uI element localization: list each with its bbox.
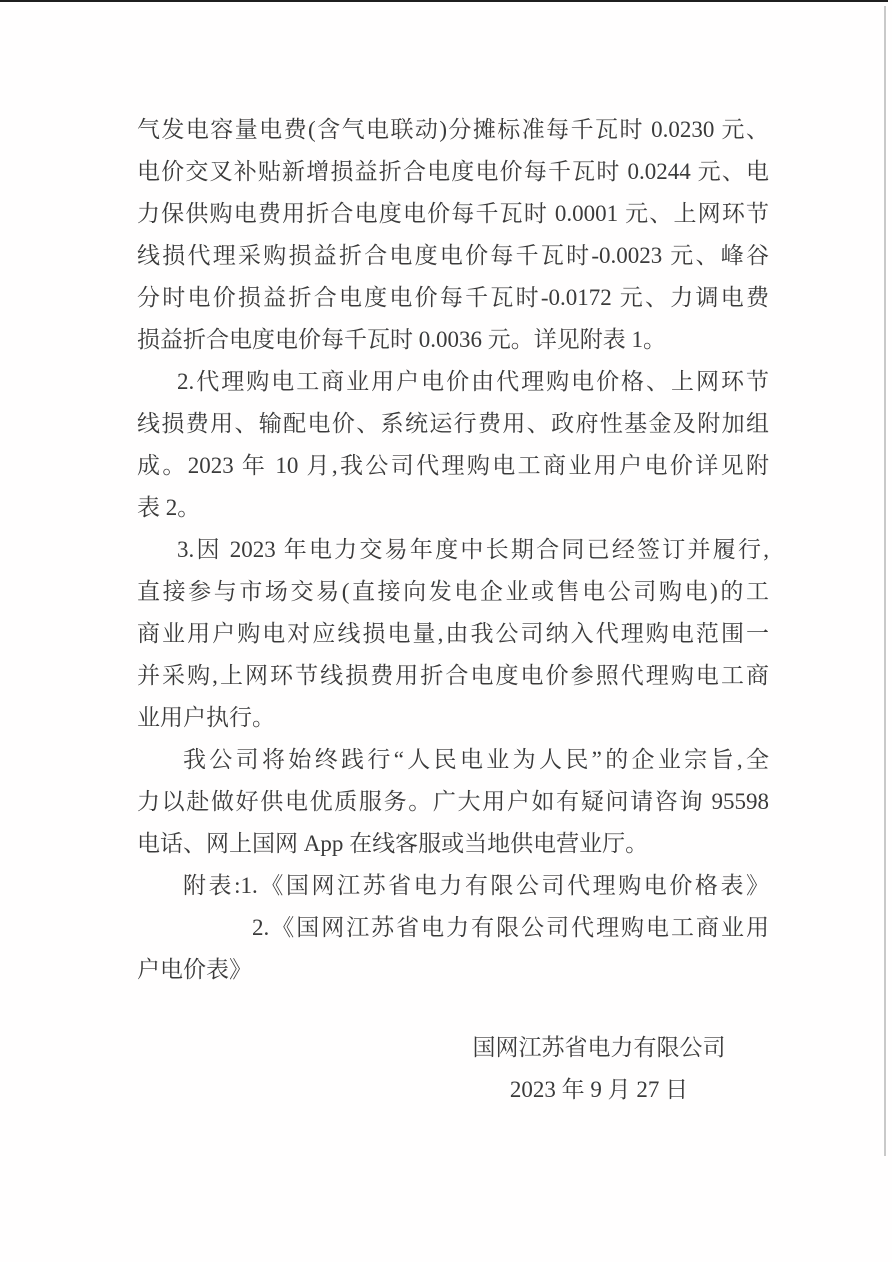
text-line: 户电价表》: [137, 957, 252, 982]
text-line: 我公司将始终践行“人民电业为人民”的企业宗旨,全: [183, 747, 769, 772]
text-line: 2.《国网江苏省电力有限公司代理购电工商业用: [252, 915, 769, 940]
text-line: 电价交叉补贴新增损益折合电度电价每千瓦时 0.0244 元、电: [137, 159, 769, 184]
signature-date: 2023 年 9 月 27 日: [509, 1077, 689, 1102]
text-line: 3.因 2023 年电力交易年度中长期合同已经签订并履行,: [177, 537, 769, 562]
text-line: 线损代理采购损益折合电度电价每千瓦时-0.0023 元、峰谷: [137, 243, 769, 268]
notice-body-text: [137, 109, 769, 991]
text-line: 并采购,上网环节线损费用折合电度电价参照代理购电工商: [137, 663, 769, 688]
signature-company-name: 国网江苏省电力有限公司: [472, 1035, 726, 1060]
text-line: 附表:1.《国网江苏省电力有限公司代理购电价格表》: [183, 873, 769, 898]
text-line: 成。2023 年 10 月,我公司代理购电工商业用户电价详见附: [137, 453, 769, 478]
scan-top-edge-line: [0, 0, 888, 2]
text-line: 力保供购电费用折合电度电价每千瓦时 0.0001 元、上网环节: [137, 201, 769, 226]
text-line: 业用户执行。: [137, 705, 275, 730]
scan-right-edge-line: [884, 6, 886, 1156]
text-line: 表 2。: [137, 495, 201, 520]
text-line: 气发电容量电费(含气电联动)分摊标准每千瓦时 0.0230 元、: [137, 117, 769, 142]
text-line: 损益折合电度电价每千瓦时 0.0036 元。详见附表 1。: [137, 327, 666, 352]
text-line: 电话、网上国网 App 在线客服或当地供电营业厅。: [137, 831, 649, 856]
text-line: 商业用户购电对应线损电量,由我公司纳入代理购电范围一: [137, 621, 769, 646]
text-line: 力以赴做好供电优质服务。广大用户如有疑问请咨询 95598: [137, 789, 769, 814]
text-line: 2.代理购电工商业用户电价由代理购电价格、上网环节: [177, 369, 769, 394]
text-line: 分时电价损益折合电度电价每千瓦时-0.0172 元、力调电费: [137, 285, 769, 310]
text-line: 直接参与市场交易(直接向发电企业或售电公司购电)的工: [137, 579, 769, 604]
signature-block: [299, 1027, 892, 1111]
text-line: 线损费用、输配电价、系统运行费用、政府性基金及附加组: [137, 411, 769, 436]
